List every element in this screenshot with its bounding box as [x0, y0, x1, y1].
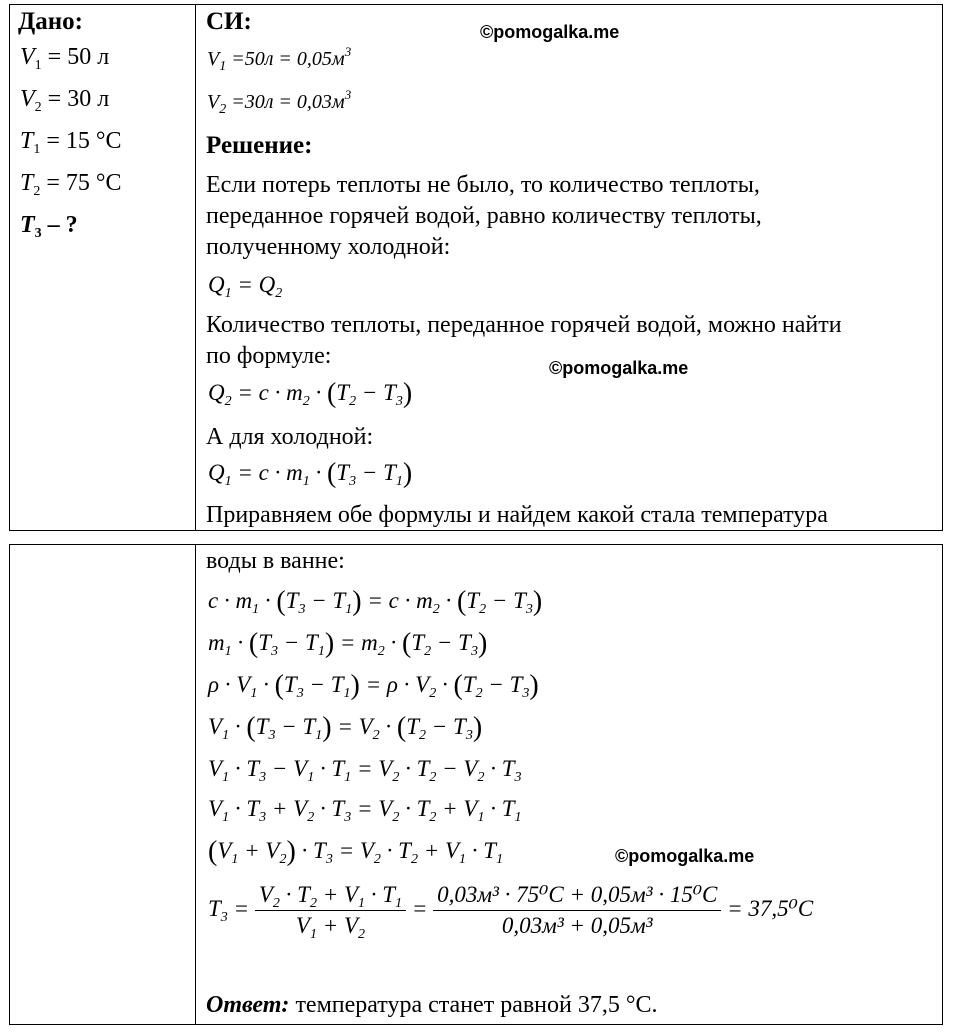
formula-step-7: $(V_1 + V_2) \cdot T_3 = V_2 \cdot T_2 + V_1 \cdot T_1$ [208, 836, 504, 867]
given-item: $V_1 = 50$ л [20, 44, 110, 73]
formula-step-4: $V_1 \cdot (T_3 - T_1) = V_2 \cdot (T_2 - T_3)$ [208, 712, 483, 743]
watermark: ©pomogalka.me [480, 22, 620, 42]
given-table [9, 4, 943, 531]
given-item: $T_1 = 15$ °С [20, 128, 122, 157]
given-item: $V_2 = 30$ л [20, 86, 110, 115]
si-header: СИ: [206, 8, 252, 35]
formula-step-3: $\rho \cdot V_1 \cdot (T_3 - T_1) = \rho \cdot V_2 \cdot (T_2 - T_3)$ [208, 670, 539, 701]
watermark: ©pomogalka.me [549, 358, 689, 378]
column-divider [195, 545, 196, 1024]
formula-q1: $Q_1 = c \cdot m_1 \cdot (T_3 - T_1)$ [208, 458, 413, 489]
paragraph-line: Приравняем обе формулы и найдем какой стала температура [206, 502, 828, 528]
solution-header: Решение: [206, 132, 313, 159]
formula-step-1: $c \cdot m_1 \cdot (T_3 - T_1) = c \cdot m_2 \cdot (T_2 - T_3)$ [208, 586, 543, 617]
formula-step-2: $m_1 \cdot (T_3 - T_1) = m_2 \cdot (T_2 - T_3)$ [208, 628, 488, 659]
watermark: ©pomogalka.me [615, 846, 755, 866]
answer-text: температура станет равной 37,5 °С. [289, 992, 658, 1018]
paragraph-line: Если потерь теплоты не было, то количество теплоты, [206, 172, 760, 198]
formula-step-6: $V_1 \cdot T_3 + V_2 \cdot T_3 = V_2 \cdot T_2 + V_1 \cdot T_1$ [208, 796, 522, 825]
paragraph-line: А для холодной: [206, 424, 374, 450]
paragraph-line: переданное горячей водой, равно количеству теплоты, [206, 203, 762, 229]
given-item: $T_2 = 75$ °С [20, 170, 122, 199]
si-line-2: $V_2 =30л = 0,03м^3$ [207, 87, 352, 117]
si-line-1: $V_1 =50л = 0,05м^3$ [207, 44, 352, 74]
given-item: $T_3$ – ? [20, 212, 78, 241]
paragraph-line: Количество теплоты, переданное горячей водой, можно найти [206, 312, 842, 338]
formula-final: $T_3$ = $\frac{V_2 \cdot T_2 + V_1 \cdot T_1}{V_1 + V_2}$ = $\frac{\text{0,03м³ · 75⁰С + 0,05м³ · 15⁰С}}{\text{0,03м³ + 0,05м³}}$ = 37,5⁰С [208, 882, 814, 942]
formula-q2: $Q_2 = c \cdot m_2 \cdot (T_2 - T_3)$ [208, 378, 413, 409]
column-divider [195, 5, 196, 530]
answer-label: Ответ: [206, 992, 290, 1018]
paragraph-line: полученному холодной: [206, 234, 451, 260]
paragraph-line: по формуле: [206, 343, 332, 369]
formula-q1-eq-q2: $Q_1 = Q_2$ [208, 272, 283, 301]
paragraph-line: воды в ванне: [206, 548, 345, 574]
given-header: Дано: [18, 8, 83, 35]
formula-step-5: $V_1 \cdot T_3 - V_1 \cdot T_1 = V_2 \cdot T_2 - V_2 \cdot T_3$ [208, 756, 522, 785]
answer-line [206, 992, 657, 1019]
